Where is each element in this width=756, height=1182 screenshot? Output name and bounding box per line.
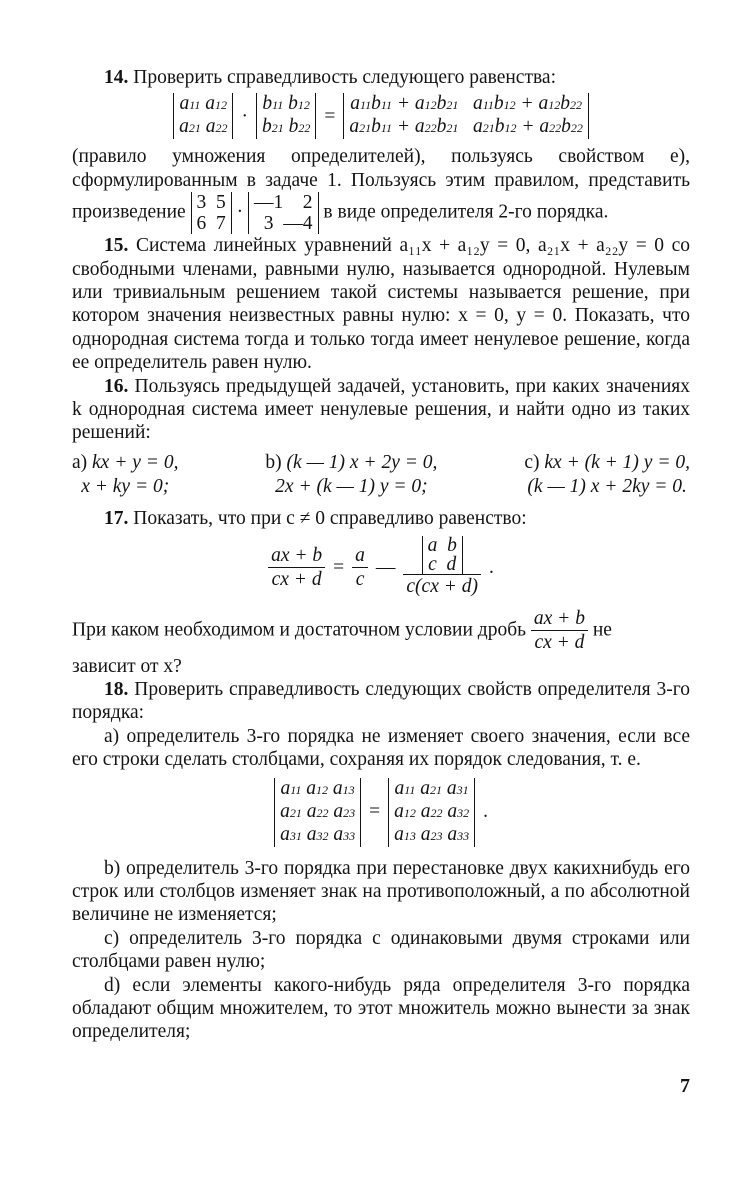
problem-18-a bbox=[72, 725, 690, 772]
equation-line: (k — 1) x + 2ky = 0. bbox=[527, 475, 687, 497]
problem-14 bbox=[72, 66, 690, 89]
problem-18-d bbox=[72, 974, 690, 1044]
determinant-numeric-1: 3 5 6 7 bbox=[191, 192, 232, 234]
system-c bbox=[524, 451, 690, 499]
determinant-3x3-transposed: a11 a21 a31 a12 a22 a32 a13 a23 a33 bbox=[388, 778, 475, 847]
problem-number: 17. bbox=[104, 507, 129, 529]
problem-number: 16. bbox=[104, 375, 129, 397]
determinant-numeric-2: —1 2 3 —4 bbox=[248, 192, 319, 234]
fraction-inline: $\frac{ax + b}{cx + d}$ bbox=[531, 607, 588, 655]
problem-text: (правило умножения определителей), пользуясь свойством е), сформулированным в задаче 1. Пользуясь этим правилом, представить произведение bbox=[72, 146, 690, 223]
determinant-product: a11b11 + a12b21 a11b12 + a12b22 a21b11 + a22b21 a21b12 + a22b22 bbox=[343, 93, 589, 139]
problem-text: Проверить справедливость следующих свойств определителя 3-го порядка: bbox=[72, 678, 690, 724]
problem-text: Пользуясь предыдущей задачей, установить, при каких значениях k однородная система имеет ненулевые решения, и найти одно из таких решений: bbox=[72, 375, 691, 444]
equation-line: x + ky = 0; bbox=[81, 475, 170, 497]
determinant-product-equation: a11 a12 a21 a22 · b11 b12 b21 b22 = a11b11 + a12b21 a11b12 + a12b22 a21b11 + a22b21 a21b12 + a22b22 bbox=[72, 93, 690, 139]
equation-line: kx + (k + 1) y = 0, bbox=[544, 451, 690, 473]
fraction-equation: $\frac{ax + b}{cx + d}$ = $\frac{a}{c}$ — a b c d c(cx + d) . bbox=[72, 536, 690, 598]
determinant-3x3: a11 a12 a13 a21 a22 a23 a31 a32 a33 bbox=[274, 778, 361, 847]
system-label: b) bbox=[265, 451, 282, 473]
problem-15 bbox=[72, 234, 690, 374]
problem-text: b) определитель 3-го порядка при перестановке двух какихнибудь его строк или столбцов изменяет знак на противоположный, а по абсолютной величине не изменяется; bbox=[72, 857, 690, 926]
problem-text: в виде определителя 2-го порядка. bbox=[323, 201, 609, 223]
problem-text: При каком необходимом и достаточном условии дробь bbox=[72, 619, 527, 641]
problem-number: 18. bbox=[104, 678, 129, 700]
problem-18-c bbox=[72, 927, 690, 974]
fraction-a-over-c: $\frac{a}{c}$ bbox=[352, 544, 368, 592]
problem-text: Показать, что при c ≠ 0 справедливо равенство: bbox=[133, 507, 527, 529]
problem-14-continuation: (правило умножения определителей), пользуясь свойством е), сформулированным в задаче 1. Пользуясь этим правилом, представить произведение 3 5 6 7 · —1 2 3 —4 в виде определителя 2-го порядка. bbox=[72, 146, 690, 235]
problem-text: c) определитель 3-го порядка с одинаковыми двумя строками или столбцами равен нулю; bbox=[72, 927, 690, 973]
problem-text: не bbox=[592, 619, 612, 641]
problem-18-b bbox=[72, 857, 690, 927]
system-b bbox=[265, 451, 437, 499]
determinant-a: a11 a12 a21 a22 bbox=[173, 93, 233, 139]
system-label: c) bbox=[524, 451, 540, 473]
equation-line: (k — 1) x + 2y = 0, bbox=[286, 451, 438, 473]
page-number: 7 bbox=[680, 1075, 690, 1097]
problem-text: зависит от x? bbox=[72, 655, 182, 677]
problem-text: d) если элементы какого-нибудь ряда определителя 3-го порядка обладают общим множителем, то этот множитель можно вынести за знак определителя; bbox=[72, 974, 690, 1043]
problem-17-question-end bbox=[72, 655, 690, 678]
problem-18 bbox=[72, 678, 690, 725]
problem-text: а) определитель 3-го порядка не изменяет своего значения, если все его строки сделать столбцами, сохраняя их порядок следования, т. е. bbox=[72, 725, 690, 771]
system-a bbox=[72, 451, 178, 499]
fraction-left: $\frac{ax + b}{cx + d}$ bbox=[268, 544, 325, 592]
problem-number: 15. bbox=[104, 235, 129, 257]
problem-text: Система линейных уравнений a₁₁x + a₁₂y = 0, a₂₁x + a₂₂y = 0 со свободными членами, равными нулю, называется однородной. Нулевым или тривиальным решением такой системы называется решение, при котором значения неизвестных равны нулю: x = 0, y = 0. Показать, что однородная система тогда и только тогда имеет ненулевое решение, когда ее определитель равен нулю. bbox=[72, 235, 691, 374]
equation-line: kx + y = 0, bbox=[92, 451, 179, 473]
problem-16 bbox=[72, 375, 690, 445]
fraction-det: a b c d c(cx + d) bbox=[403, 536, 481, 598]
transpose-equation: a11 a12 a13 a21 a22 a23 a31 a32 a33 = a11 a21 a31 a12 a22 a32 a13 a23 a33 . bbox=[72, 778, 690, 847]
equation-systems bbox=[72, 451, 690, 499]
determinant-b: b11 b12 b21 b22 bbox=[256, 93, 316, 139]
equation-line: 2x + (k — 1) y = 0; bbox=[275, 475, 428, 497]
problem-number: 14. bbox=[104, 67, 129, 88]
problem-text: Проверить справедливость следующего равенства: bbox=[133, 67, 557, 88]
problem-17-question bbox=[72, 607, 690, 655]
problem-17 bbox=[72, 507, 690, 530]
page-content bbox=[72, 66, 690, 1044]
system-label: a) bbox=[72, 451, 88, 473]
